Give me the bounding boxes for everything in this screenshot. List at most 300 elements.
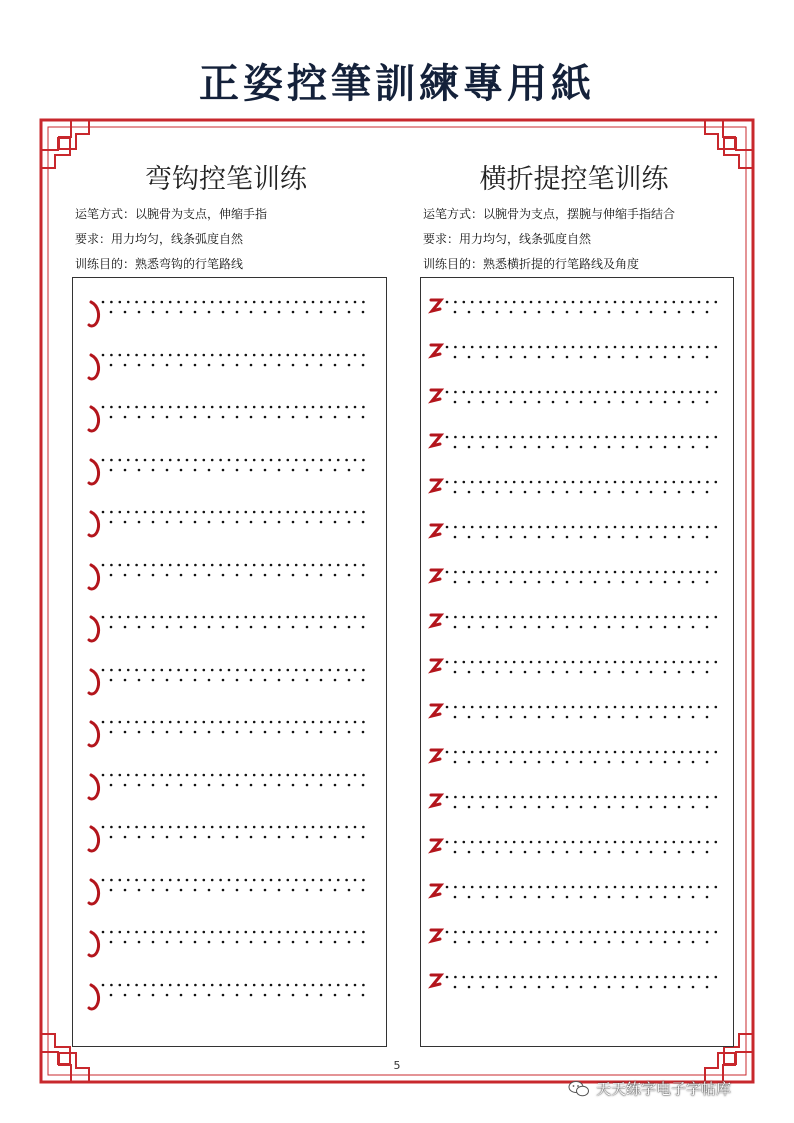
trace-dot xyxy=(706,311,709,314)
trace-dot xyxy=(594,851,597,854)
trace-dot xyxy=(334,993,337,996)
trace-dot xyxy=(362,511,365,514)
trace-dot xyxy=(636,671,639,674)
trace-dot xyxy=(222,993,225,996)
trace-dot xyxy=(547,616,550,619)
trace-dot xyxy=(236,626,239,629)
trace-dot xyxy=(538,706,541,709)
trace-dot xyxy=(706,436,709,439)
trace-dot xyxy=(468,671,471,674)
trace-dot xyxy=(102,878,105,881)
trace-dot xyxy=(698,616,701,619)
trace-dot xyxy=(362,563,365,566)
trace-dot xyxy=(208,573,211,576)
trace-dot xyxy=(270,406,273,409)
trace-dot xyxy=(292,521,295,524)
trace-dot xyxy=(681,976,684,979)
trace-dot xyxy=(119,668,122,671)
trace-dot xyxy=(647,571,650,574)
trace-dot xyxy=(152,668,155,671)
trace-dot xyxy=(482,671,485,674)
trace-dot xyxy=(479,346,482,349)
trace-dot xyxy=(253,721,256,724)
trace-dot xyxy=(563,976,566,979)
trace-dot xyxy=(144,878,147,881)
trace-dot xyxy=(261,721,264,724)
trace-dot xyxy=(261,563,264,566)
trace-dot xyxy=(521,886,524,889)
trace-dot xyxy=(329,668,332,671)
trace-dot xyxy=(194,678,197,681)
trace-dot xyxy=(236,353,239,356)
trace-dot xyxy=(639,571,642,574)
trace-dot xyxy=(580,436,583,439)
trace-dot xyxy=(236,878,239,881)
trace-dot xyxy=(692,626,695,629)
trace-dot xyxy=(446,436,449,439)
trace-dot xyxy=(468,626,471,629)
trace-dot xyxy=(706,526,709,529)
trace-dot xyxy=(194,888,197,891)
trace-dot xyxy=(166,416,169,419)
trace-dot xyxy=(208,993,211,996)
trace-dot xyxy=(222,363,225,366)
trace-dot xyxy=(278,668,281,671)
trace-dot xyxy=(678,941,681,944)
trace-dot xyxy=(715,346,718,349)
trace-dot xyxy=(261,826,264,829)
trace-dot xyxy=(278,626,281,629)
trace-dot xyxy=(580,886,583,889)
trace-dot xyxy=(138,678,141,681)
trace-dot xyxy=(135,931,138,934)
trace-dot xyxy=(245,983,248,986)
trace-dot xyxy=(706,581,709,584)
trace-dot xyxy=(186,721,189,724)
curved-hook-stroke-icon xyxy=(89,617,99,641)
trace-dot xyxy=(329,301,332,304)
trace-dot xyxy=(566,671,569,674)
trace-dot xyxy=(236,721,239,724)
trace-dot xyxy=(124,521,127,524)
horizontal-turn-lift-stroke-icon xyxy=(431,975,441,986)
trace-dot xyxy=(152,626,155,629)
trace-dot xyxy=(295,773,298,776)
trace-dot xyxy=(454,626,457,629)
trace-dot xyxy=(278,993,281,996)
trace-dot xyxy=(572,526,575,529)
trace-dot xyxy=(689,346,692,349)
trace-dot xyxy=(505,796,508,799)
trace-dot xyxy=(530,526,533,529)
trace-dot xyxy=(636,806,639,809)
trace-dot xyxy=(496,311,499,314)
trace-dot xyxy=(186,878,189,881)
trace-dot xyxy=(656,661,659,664)
trace-dot xyxy=(510,761,513,764)
trace-dot xyxy=(345,931,348,934)
trace-dot xyxy=(203,616,206,619)
trace-dot xyxy=(138,626,141,629)
trace-dot xyxy=(656,346,659,349)
trace-dot xyxy=(689,976,692,979)
trace-dot xyxy=(706,446,709,449)
trace-dot xyxy=(555,841,558,844)
trace-dot xyxy=(295,301,298,304)
trace-dot xyxy=(622,626,625,629)
trace-dot xyxy=(631,616,634,619)
trace-dot xyxy=(138,731,141,734)
trace-dot xyxy=(454,806,457,809)
trace-dot xyxy=(580,401,583,404)
trace-dot xyxy=(463,526,466,529)
trace-dot xyxy=(345,511,348,514)
trace-dot xyxy=(530,481,533,484)
trace-dot xyxy=(152,458,155,461)
trace-dot xyxy=(589,301,592,304)
trace-dot xyxy=(647,796,650,799)
trace-dot xyxy=(236,616,239,619)
curved-hook-stroke-icon xyxy=(89,407,99,431)
trace-dot xyxy=(253,511,256,514)
trace-dot xyxy=(580,671,583,674)
trace-dot xyxy=(530,571,533,574)
trace-dot xyxy=(306,783,309,786)
trace-dot xyxy=(110,941,113,944)
trace-dot xyxy=(337,616,340,619)
trace-dot xyxy=(563,571,566,574)
trace-dot xyxy=(505,706,508,709)
trace-dot xyxy=(236,416,239,419)
trace-dot xyxy=(152,573,155,576)
trace-dot xyxy=(124,311,127,314)
trace-dot xyxy=(639,481,642,484)
trace-dot xyxy=(169,826,172,829)
trace-dot xyxy=(538,311,541,314)
trace-dot xyxy=(135,458,138,461)
trace-dot xyxy=(524,716,527,719)
trace-dot xyxy=(152,888,155,891)
trace-dot xyxy=(622,671,625,674)
trace-dot xyxy=(102,406,105,409)
trace-dot xyxy=(203,931,206,934)
trace-dot xyxy=(127,983,130,986)
trace-dot xyxy=(580,841,583,844)
practice-row xyxy=(73,349,386,389)
trace-dot xyxy=(664,446,667,449)
trace-dot xyxy=(236,993,239,996)
trace-dot xyxy=(152,993,155,996)
trace-dot xyxy=(278,468,281,471)
trace-dot xyxy=(530,796,533,799)
trace-dot xyxy=(329,931,332,934)
trace-dot xyxy=(144,301,147,304)
trace-dot xyxy=(127,458,130,461)
trace-dot xyxy=(608,986,611,989)
trace-dot xyxy=(513,706,516,709)
trace-dot xyxy=(222,626,225,629)
trace-dot xyxy=(292,468,295,471)
trace-dot xyxy=(479,841,482,844)
trace-dot xyxy=(110,783,113,786)
trace-dot xyxy=(127,616,130,619)
trace-dot xyxy=(664,886,667,889)
trace-dot xyxy=(454,761,457,764)
trace-dot xyxy=(110,416,113,419)
left-purpose-text: 训练目的：熟悉弯钩的行笔路线 xyxy=(75,257,244,271)
trace-dot xyxy=(320,311,323,314)
trace-dot xyxy=(589,841,592,844)
trace-dot xyxy=(446,391,449,394)
trace-dot xyxy=(563,301,566,304)
curved-hook-stroke-icon xyxy=(89,512,99,536)
trace-dot xyxy=(715,751,718,754)
trace-dot xyxy=(521,436,524,439)
trace-dot xyxy=(124,888,127,891)
trace-dot xyxy=(706,841,709,844)
trace-dot xyxy=(471,931,474,934)
trace-dot xyxy=(639,841,642,844)
trace-dot xyxy=(303,878,306,881)
trace-dot xyxy=(228,931,231,934)
trace-dot xyxy=(127,353,130,356)
trace-dot xyxy=(292,416,295,419)
trace-dot xyxy=(348,731,351,734)
trace-dot xyxy=(135,511,138,514)
trace-dot xyxy=(152,731,155,734)
trace-dot xyxy=(689,526,692,529)
trace-dot xyxy=(656,616,659,619)
trace-dot xyxy=(622,841,625,844)
trace-dot xyxy=(152,878,155,881)
trace-dot xyxy=(236,983,239,986)
trace-dot xyxy=(656,886,659,889)
trace-dot xyxy=(538,931,541,934)
trace-dot xyxy=(303,353,306,356)
trace-dot xyxy=(496,851,499,854)
trace-dot xyxy=(211,458,214,461)
trace-dot xyxy=(639,886,642,889)
trace-dot xyxy=(348,521,351,524)
trace-dot xyxy=(496,626,499,629)
trace-dot xyxy=(538,391,541,394)
trace-dot xyxy=(479,751,482,754)
trace-dot xyxy=(177,458,180,461)
trace-dot xyxy=(278,363,281,366)
trace-dot xyxy=(468,311,471,314)
trace-dot xyxy=(203,721,206,724)
trace-dot xyxy=(250,521,253,524)
trace-dot xyxy=(636,446,639,449)
trace-dot xyxy=(138,363,141,366)
trace-dot xyxy=(538,616,541,619)
trace-dot xyxy=(295,721,298,724)
trace-dot xyxy=(513,886,516,889)
trace-dot xyxy=(597,976,600,979)
trace-dot xyxy=(664,491,667,494)
trace-dot xyxy=(614,751,617,754)
trace-dot xyxy=(505,301,508,304)
trace-dot xyxy=(138,468,141,471)
trace-dot xyxy=(194,511,197,514)
trace-dot xyxy=(510,806,513,809)
trace-dot xyxy=(236,406,239,409)
trace-dot xyxy=(354,773,357,776)
trace-dot xyxy=(454,941,457,944)
practice-row xyxy=(73,979,386,1019)
trace-dot xyxy=(222,888,225,891)
trace-dot xyxy=(706,626,709,629)
trace-dot xyxy=(152,678,155,681)
trace-dot xyxy=(566,851,569,854)
trace-dot xyxy=(250,311,253,314)
trace-dot xyxy=(362,521,365,524)
trace-dot xyxy=(354,406,357,409)
trace-dot xyxy=(580,976,583,979)
trace-dot xyxy=(144,353,147,356)
trace-dot xyxy=(245,826,248,829)
trace-dot xyxy=(152,511,155,514)
trace-dot xyxy=(303,983,306,986)
trace-dot xyxy=(689,841,692,844)
trace-dot xyxy=(650,491,653,494)
trace-dot xyxy=(482,896,485,899)
trace-dot xyxy=(194,363,197,366)
trace-dot xyxy=(547,706,550,709)
trace-dot xyxy=(228,983,231,986)
trace-dot xyxy=(303,458,306,461)
trace-dot xyxy=(631,571,634,574)
trace-dot xyxy=(446,301,449,304)
trace-dot xyxy=(211,773,214,776)
trace-dot xyxy=(312,458,315,461)
trace-dot xyxy=(605,301,608,304)
trace-dot xyxy=(320,301,323,304)
trace-dot xyxy=(219,458,222,461)
trace-dot xyxy=(681,571,684,574)
horizontal-turn-lift-stroke-icon xyxy=(431,525,441,536)
trace-dot xyxy=(510,356,513,359)
trace-dot xyxy=(605,931,608,934)
trace-dot xyxy=(211,301,214,304)
trace-dot xyxy=(236,573,239,576)
trace-dot xyxy=(673,391,676,394)
trace-dot xyxy=(496,446,499,449)
trace-dot xyxy=(161,353,164,356)
trace-dot xyxy=(348,416,351,419)
trace-dot xyxy=(552,671,555,674)
trace-dot xyxy=(673,616,676,619)
trace-dot xyxy=(127,406,130,409)
trace-dot xyxy=(292,363,295,366)
trace-dot xyxy=(119,458,122,461)
trace-dot xyxy=(510,581,513,584)
trace-dot xyxy=(236,826,239,829)
trace-dot xyxy=(362,458,365,461)
practice-row xyxy=(421,836,733,876)
trace-dot xyxy=(594,761,597,764)
trace-dot xyxy=(614,661,617,664)
trace-dot xyxy=(463,886,466,889)
horizontal-turn-lift-stroke-icon xyxy=(431,795,441,806)
horizontal-turn-lift-stroke-icon xyxy=(431,930,441,941)
trace-dot xyxy=(194,941,197,944)
trace-dot xyxy=(656,571,659,574)
trace-dot xyxy=(345,721,348,724)
trace-dot xyxy=(597,886,600,889)
trace-dot xyxy=(180,783,183,786)
trace-dot xyxy=(555,976,558,979)
trace-dot xyxy=(681,706,684,709)
trace-dot xyxy=(482,536,485,539)
trace-dot xyxy=(636,716,639,719)
trace-dot xyxy=(161,983,164,986)
practice-row xyxy=(421,386,733,426)
trace-dot xyxy=(521,931,524,934)
trace-dot xyxy=(208,836,211,839)
trace-dot xyxy=(320,521,323,524)
trace-dot xyxy=(152,353,155,356)
trace-dot xyxy=(245,511,248,514)
trace-dot xyxy=(110,573,113,576)
trace-dot xyxy=(329,616,332,619)
trace-dot xyxy=(228,616,231,619)
trace-dot xyxy=(605,976,608,979)
trace-dot xyxy=(622,896,625,899)
trace-dot xyxy=(270,353,273,356)
trace-dot xyxy=(524,761,527,764)
trace-dot xyxy=(673,706,676,709)
trace-dot xyxy=(580,536,583,539)
trace-dot xyxy=(647,661,650,664)
trace-dot xyxy=(631,301,634,304)
trace-dot xyxy=(334,573,337,576)
trace-dot xyxy=(295,406,298,409)
trace-dot xyxy=(180,888,183,891)
trace-dot xyxy=(482,941,485,944)
horizontal-turn-lift-stroke-icon xyxy=(431,840,441,851)
trace-dot xyxy=(250,836,253,839)
trace-dot xyxy=(482,446,485,449)
trace-dot xyxy=(622,716,625,719)
trace-dot xyxy=(471,571,474,574)
trace-dot xyxy=(647,841,650,844)
trace-dot xyxy=(482,851,485,854)
trace-dot xyxy=(454,481,457,484)
trace-dot xyxy=(614,391,617,394)
trace-dot xyxy=(678,536,681,539)
trace-dot xyxy=(454,716,457,719)
trace-dot xyxy=(692,446,695,449)
trace-dot xyxy=(194,731,197,734)
trace-dot xyxy=(222,311,225,314)
trace-dot xyxy=(622,661,625,664)
trace-dot xyxy=(572,661,575,664)
trace-dot xyxy=(144,826,147,829)
trace-dot xyxy=(552,761,555,764)
trace-dot xyxy=(228,563,231,566)
trace-dot xyxy=(706,536,709,539)
trace-dot xyxy=(479,616,482,619)
trace-dot xyxy=(471,841,474,844)
trace-dot xyxy=(110,773,113,776)
trace-dot xyxy=(138,783,141,786)
trace-dot xyxy=(177,931,180,934)
trace-dot xyxy=(496,896,499,899)
trace-dot xyxy=(580,661,583,664)
trace-dot xyxy=(250,731,253,734)
trace-dot xyxy=(538,841,541,844)
